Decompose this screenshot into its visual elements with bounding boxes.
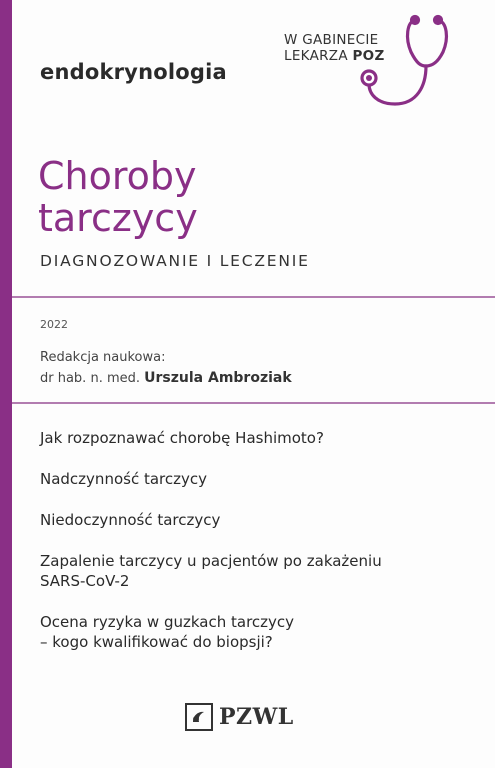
topic-line-2: – kogo kwalifikować do biopsji? xyxy=(40,633,273,651)
editor-prefix: dr hab. n. med. xyxy=(40,371,145,386)
specialty-label: endokrynologia xyxy=(40,60,227,84)
editor-label: Redakcja naukowa: xyxy=(40,350,166,365)
book-title-line-2: tarczycy xyxy=(38,196,198,240)
publication-year: 2022 xyxy=(40,318,68,331)
series-line-2-bold: POZ xyxy=(352,48,385,64)
topic-line-1: Niedoczynność tarczycy xyxy=(40,511,221,529)
topic-item xyxy=(40,551,460,591)
editor-block xyxy=(40,348,292,389)
topic-item xyxy=(40,469,460,489)
topics-list xyxy=(40,428,460,673)
topic-line-1: Jak rozpoznawać chorobę Hashimoto? xyxy=(40,429,324,447)
book-title-line-1: Choroby xyxy=(38,154,197,198)
publisher-name: PZWL xyxy=(219,704,294,730)
editor-name: Urszula Ambroziak xyxy=(144,370,292,386)
cover-spine xyxy=(0,0,12,768)
book-subtitle: DIAGNOZOWANIE I LECZENIE xyxy=(40,252,310,270)
divider-bottom xyxy=(12,402,495,404)
divider-top xyxy=(12,296,495,298)
series-line-2-prefix: LEKARZA xyxy=(284,48,353,64)
stethoscope-icon xyxy=(355,8,465,118)
topic-line-1: Nadczynność tarczycy xyxy=(40,470,207,488)
editor-line xyxy=(40,368,292,389)
topic-item xyxy=(40,510,460,530)
topic-line-1: Zapalenie tarczycy u pacjentów po zakażeniu xyxy=(40,552,382,570)
topic-item xyxy=(40,428,460,448)
pzwl-logo-icon xyxy=(185,703,213,731)
publisher-block xyxy=(185,702,294,732)
series-line-1: W GABINECIE xyxy=(284,32,379,48)
book-title xyxy=(38,155,198,239)
topic-line-1: Ocena ryzyka w guzkach tarczycy xyxy=(40,613,295,631)
topic-item xyxy=(40,612,460,652)
topic-line-2: SARS-CoV-2 xyxy=(40,572,130,590)
